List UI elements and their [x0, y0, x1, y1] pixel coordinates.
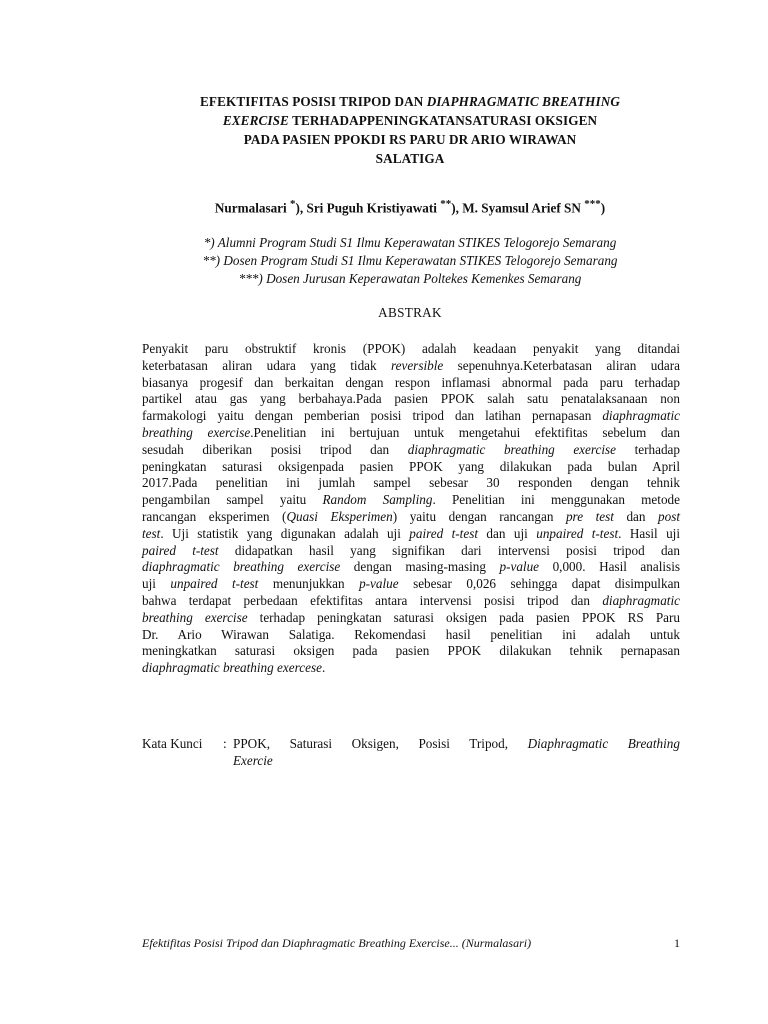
text: keterbatasan aliran udara yang tidak [142, 357, 391, 373]
author-2: ), Sri Puguh Kristiyawati [295, 200, 441, 216]
abstract-line [142, 509, 680, 526]
text: dan [613, 508, 659, 524]
italic-text: diaphragmatic breathing exercese [142, 660, 322, 676]
text: menunjukkan [258, 576, 360, 592]
abstract-line [142, 341, 680, 358]
italic-text: reversible [390, 357, 444, 373]
author-3-mark: *** [584, 198, 601, 210]
text: peningkatan saturasi oksigenpada pasien PPOK yang dilakukan pada bulan April [142, 458, 680, 474]
abstract-line [142, 643, 680, 660]
abstract-line [142, 375, 680, 392]
italic-text: Exercie [233, 753, 273, 768]
italic-text: diaphragmatic [602, 592, 680, 608]
abstract-line [142, 358, 680, 375]
text: partikel atau gas yang berbahaya.Pada pasien PPOK salah satu penatalaksanaan non [142, 391, 680, 407]
text: sepenuhnya.Keterbatasan aliran udara [443, 357, 680, 373]
abstract-line [142, 576, 680, 593]
text: rancangan eksperimen ( [142, 508, 287, 524]
abstract-line [142, 660, 680, 677]
text: meningkatkan saturasi oksigen pada pasien PPOK dilakukan tehnik pernapasan [142, 643, 680, 659]
italic-text: paired t-test [142, 542, 219, 558]
text: . [321, 660, 326, 676]
affiliation-2: **) Dosen Program Studi S1 Ilmu Keperawatan STIKES Telogorejo Semarang [202, 253, 618, 268]
abstract-line [142, 459, 680, 476]
abstract-line [142, 543, 680, 560]
italic-text: diaphragmatic breathing exercise [407, 441, 617, 457]
text: . Hasil uji [618, 525, 681, 541]
title-line-3: PADA PASIEN PPOKDI RS PARU DR ARIO WIRAWAN [243, 132, 577, 147]
abstract-line [142, 391, 680, 408]
abstract-line [142, 442, 680, 459]
text: dengan masing-masing [340, 559, 500, 575]
italic-text: Quasi Eksperimen [286, 508, 393, 524]
italic-text: paired t-test [409, 525, 479, 541]
text: Penyakit paru obstruktif kronis (PPOK) adalah keadaan penyakit yang ditandai [142, 341, 680, 356]
author-2-mark: ** [440, 198, 452, 210]
italic-text: post [658, 508, 681, 524]
title-italic-text: EXERCISE [222, 113, 289, 128]
italic-text: Diaphragmatic Breathing [527, 736, 680, 751]
italic-text: diaphragmatic breathing exercise [142, 559, 341, 575]
italic-text: pre test [565, 508, 614, 524]
text: sebesar 0,026 sehingga dapat disimpulkan [398, 576, 681, 592]
italic-text: p-value [359, 576, 399, 592]
abstract-line [142, 627, 680, 644]
keywords-value [233, 735, 680, 769]
text: terhadap peningkatan saturasi oksigen pada pasien PPOK RS Paru [247, 609, 680, 625]
text: terhadap [616, 441, 680, 457]
text: ) yaitu dengan rancangan [392, 508, 566, 524]
affiliations [100, 234, 720, 288]
text: dan uji [478, 525, 537, 541]
author-1: Nurmalasari [214, 200, 290, 216]
abstract-line [142, 425, 680, 442]
italic-text: breathing exercise [142, 609, 248, 625]
title-text: TERHADAPPENINGKATANSATURASI OKSIGEN [288, 113, 598, 128]
italic-text: p-value [499, 559, 540, 575]
italic-text: unpaired t-test [170, 576, 259, 592]
text: bahwa terdapat perbedaan efektifitas antara intervensi posisi tripod dan [142, 592, 603, 608]
keywords-label: Kata Kunci [142, 736, 203, 751]
title-text: EFEKTIFITAS POSISI TRIPOD DAN [200, 94, 427, 109]
text: Dr. Ario Wirawan Salatiga. Rekomendasi hasil penelitian ini adalah untuk [142, 626, 680, 642]
keywords-line [233, 735, 680, 752]
text: 0,000. Hasil analisis [539, 559, 680, 575]
text: . Penelitian ini menggunakan metode [432, 492, 680, 508]
abstract-line [142, 526, 680, 543]
italic-text: diaphragmatic [602, 408, 680, 424]
abstract-line [142, 475, 680, 492]
text: uji [142, 576, 171, 592]
italic-text: unpaired t-test [536, 525, 619, 541]
text: sesudah diberikan posisi tripod dan [142, 441, 408, 457]
abstract-line [142, 408, 680, 425]
author-3: ), M. Syamsul Arief SN [451, 200, 585, 216]
abstract-heading: ABSTRAK [378, 305, 442, 320]
abstract-line [142, 559, 680, 576]
abstract-body [142, 341, 680, 677]
author-1-mark: * [290, 198, 296, 210]
abstract-line [142, 610, 680, 627]
text: 2017.Pada penelitian ini jumlah sampel sebesar 30 responden dengan tehnik [142, 475, 680, 491]
text: farmakologi yaitu dengan pemberian posisi tripod dan latihan pernapasan [142, 408, 603, 424]
footer-running-title: Efektifitas Posisi Tripod dan Diaphragmatic Breathing Exercise... (Nurmalasari) [142, 936, 532, 950]
italic-text: breathing exercise [142, 424, 251, 440]
author-list [100, 198, 720, 216]
affiliation-1: *) Alumni Program Studi S1 Ilmu Keperawatan STIKES Telogorejo Semarang [203, 235, 617, 250]
text: PPOK, Saturasi Oksigen, Posisi Tripod, [233, 736, 528, 751]
abstract-line [142, 593, 680, 610]
author-3-end: ) [600, 200, 606, 216]
title-line-2 [140, 111, 680, 130]
text: biasanya progesif dan berkaitan dengan respon inflamasi abnormal pada paru terhadap [142, 374, 680, 390]
text: pengambilan sampel yaitu [142, 492, 323, 508]
title-line-4: SALATIGA [375, 151, 445, 166]
italic-text: Random Sampling [322, 492, 433, 508]
page-number: 1 [674, 936, 680, 950]
affiliation-3: ***) Dosen Jurusan Keperawatan Poltekes Kemenkes Semarang [238, 271, 582, 286]
paper-title [140, 92, 680, 168]
text: didapatkan hasil yang signifikan dari intervensi posisi tripod dan [218, 542, 681, 558]
title-line-1 [140, 92, 680, 111]
italic-text: test [142, 525, 161, 541]
keywords-line [233, 752, 680, 769]
abstract-line [142, 492, 680, 509]
text: . Uji statistik yang digunakan adalah uji [160, 525, 410, 541]
title-italic-text: DIAPHRAGMATIC BREATHING [426, 94, 620, 109]
text: .Penelitian ini bertujuan untuk mengetahui efektifitas sebelum dan [250, 424, 681, 440]
keywords-colon: : [223, 736, 227, 751]
